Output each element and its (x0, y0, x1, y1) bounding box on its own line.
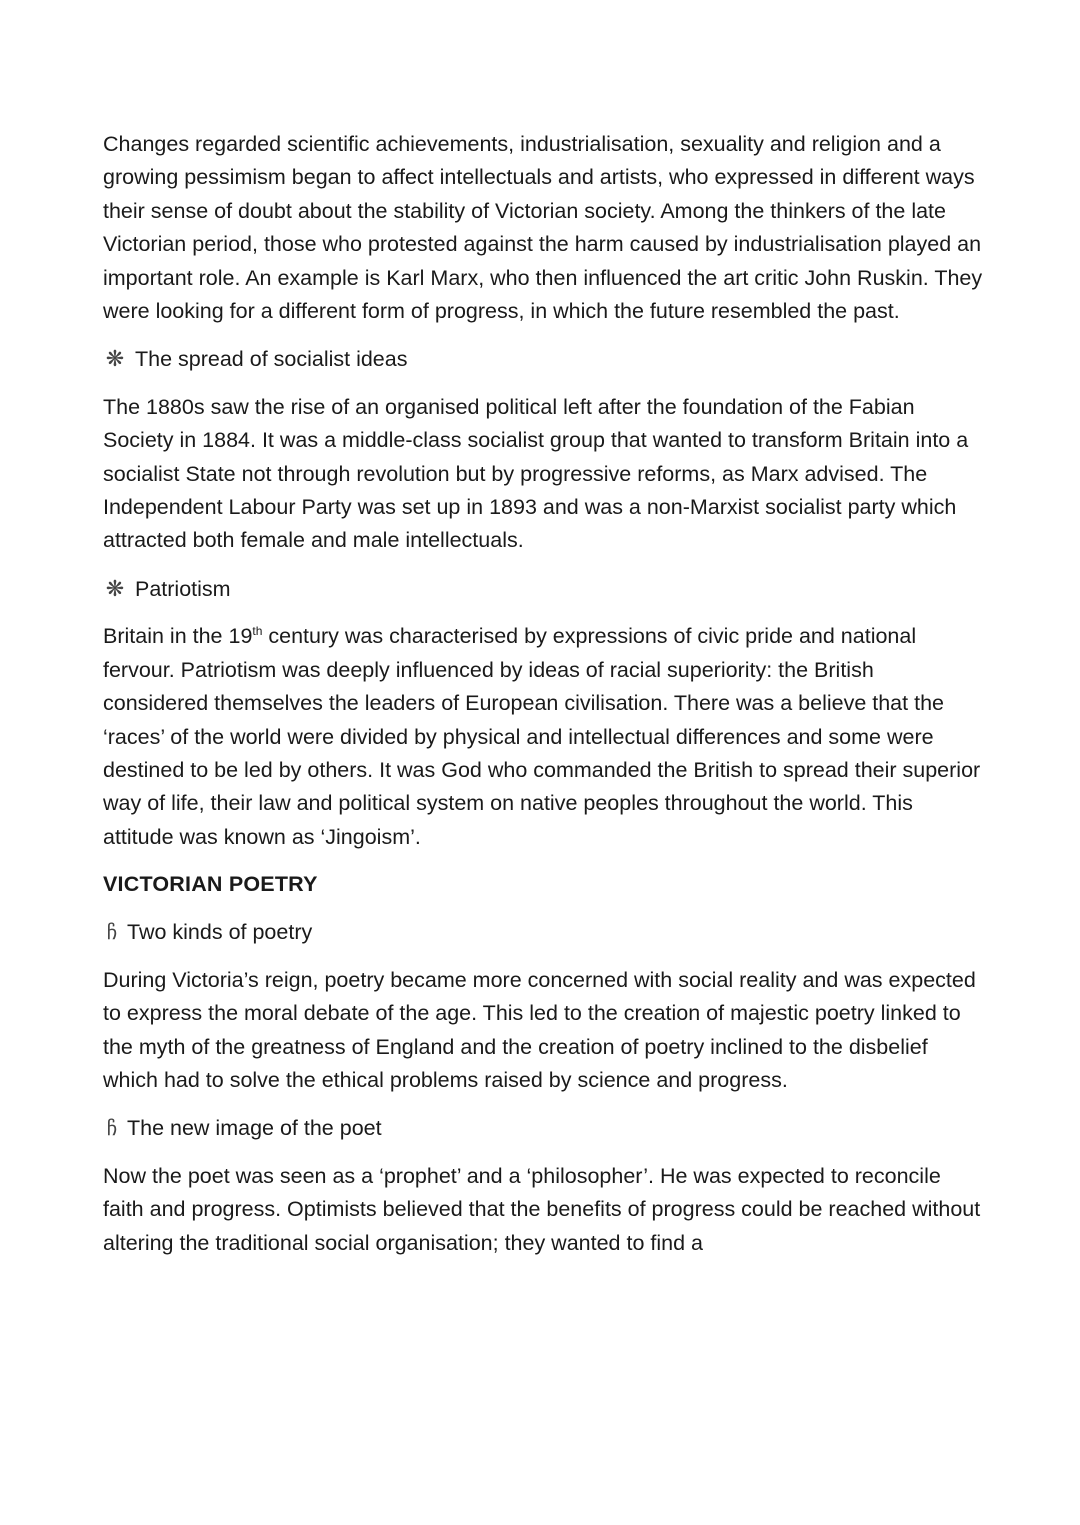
patriotism-subheading (103, 572, 983, 606)
patriotism-paragraph (103, 620, 983, 854)
curl-icon: ჩ (106, 1117, 118, 1140)
curl-icon: ჩ (106, 921, 118, 944)
superscript-th: th (252, 624, 263, 639)
two-kinds-paragraph: During Victoria’s reign, poetry became more concerned with social reality and was expected to express the moral debate of the age. This led to the creation of majestic poetry linked to the myth of the greatness of England and the creation of poetry inclined to the disbelief which had to solve the ethical problems raised by science and progress. (103, 967, 976, 1093)
asterisk-icon: ❋ (105, 575, 125, 601)
patriotism-text-rest: century was characterised by expressions of civic pride and national fervour. Patriotism was deeply influenced by ideas of racial superiority: the British considered themselves the leaders of European civilisation. There was a believe that the ‘races’ of the world were divided by physical and intellectual differences and some were destined to be led by others. It was God who commanded the British to spread their superior way of life, their law and political system on native peoples throughout the world. This attitude was known as ‘Jingoism’. (103, 624, 981, 849)
two-kinds-subheading (103, 916, 983, 950)
two-kinds-heading-text: Two kinds of poetry (127, 919, 313, 944)
new-image-heading-text: The new image of the poet (127, 1115, 382, 1140)
patriotism-heading-text: Patriotism (135, 576, 231, 601)
intro-paragraph: Changes regarded scientific achievements, industrialisation, sexuality and religion and a growing pessimism began to affect intellectuals and artists, who expressed in different ways their sense of doubt about the stability of Victorian society. Among the thinkers of the late Victorian period, those who protested against the harm caused by industrialisation played an important role. An example is Karl Marx, who then influenced the art critic John Ruskin. They were looking for a different form of progress, in which the future resembled the past. (103, 132, 983, 324)
document-page (103, 128, 983, 1274)
socialism-heading-text: The spread of socialist ideas (135, 347, 408, 372)
socialism-subheading (103, 342, 983, 376)
new-image-paragraph: Now the poet was seen as a ‘prophet’ and a ‘philosopher’. He was expected to reconcile faith and progress. Optimists believed that the benefits of progress could be reached without altering the traditional social organisation; they wanted to find a (103, 1163, 981, 1255)
new-image-subheading (103, 1112, 983, 1146)
socialism-paragraph: The 1880s saw the rise of an organised political left after the foundation of the Fabian Society in 1884. It was a middle-class socialist group that wanted to transform Britain into a socialist State not through revolution but by progressive reforms, as Marx advised. The Independent Labour Party was set up in 1893 and was a non-Marxist socialist party which attracted both female and male intellectuals. (103, 394, 969, 553)
asterisk-icon: ❋ (105, 346, 125, 372)
patriotism-text-start: Britain in the 19 (103, 624, 253, 649)
victorian-poetry-title: VICTORIAN POETRY (103, 872, 318, 897)
